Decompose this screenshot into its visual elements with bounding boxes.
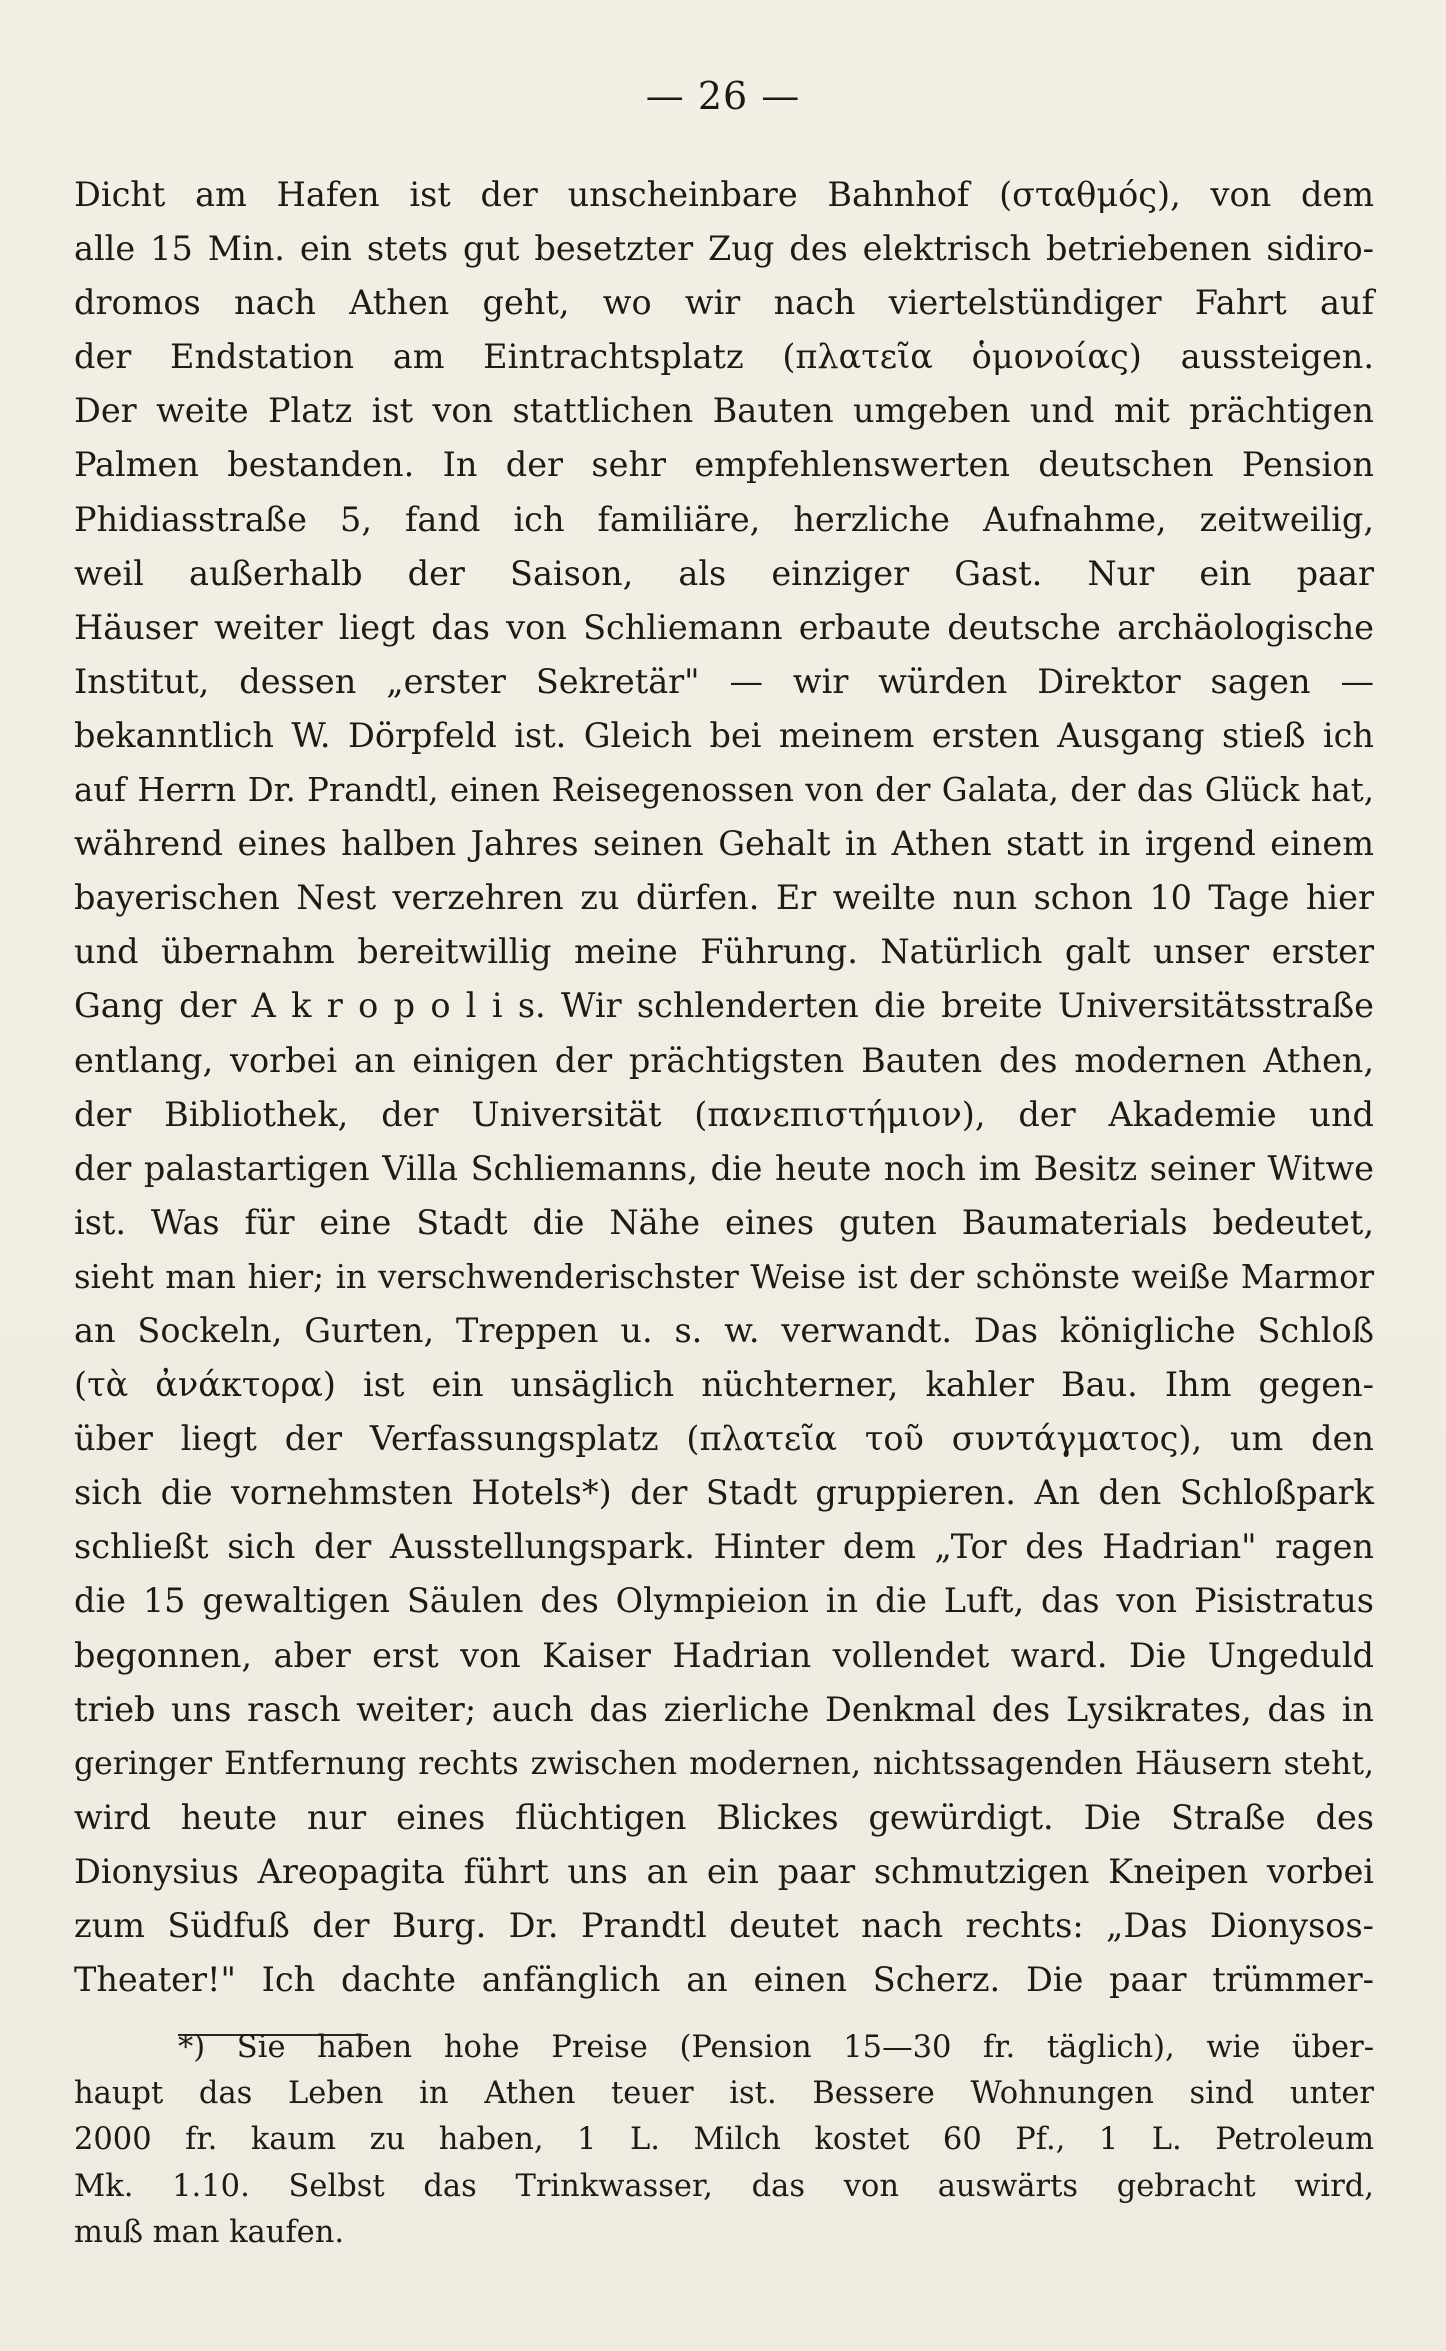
text-line: bayerischen Nest verzehren zu dürfen. Er weilte nun schon 10 Tage hier [74, 878, 1374, 918]
main-text [74, 168, 1374, 2007]
text-line: Dionysius Areopagita führt uns an ein paar schmutzigen Kneipen vorbei [74, 1851, 1374, 1891]
text-line: Institut, dessen „erster Sekretär" — wir würden Direktor sagen — [74, 661, 1374, 701]
text-line: an Sockeln, Gurten, Treppen u. s. w. verwandt. Das königliche Schloß [74, 1310, 1374, 1350]
text-line: Palmen bestanden. In der sehr empfehlenswerten deutschen Pension [74, 445, 1374, 485]
page-number: — 26 — [645, 74, 801, 118]
footnote-line: Mk. 1.10. Selbst das Trinkwasser, das von auswärts gebracht wird, [74, 2168, 1374, 2204]
text-line: zum Südfuß der Burg. Dr. Prandtl deutet nach rechts: „Das Dionysos- [74, 1906, 1374, 1945]
text-line: sich die vornehmsten Hotels*) der Stadt gruppieren. An den Schloßpark [74, 1473, 1374, 1513]
text-line: Gang der A k r o p o l i s. Wir schlenderten die breite Universitätsstraße [74, 986, 1374, 1026]
text-line: bekanntlich W. Dörpfeld ist. Gleich bei meinem ersten Ausgang stieß ich [74, 715, 1374, 755]
footnote [74, 2025, 1374, 2256]
text-line: Phidiasstraße 5, fand ich familiäre, herzliche Aufnahme, zeitweilig, [74, 499, 1374, 539]
text-line: der Endstation am Eintrachtsplatz (πλατεῖα ὁμονοίας) aussteigen. [74, 337, 1374, 377]
footnote-line: haupt das Leben in Athen teuer ist. Bessere Wohnungen sind unter [74, 2076, 1374, 2112]
footnote-line: *) Sie haben hohe Preise (Pension 15—30 fr. täglich), wie über- [178, 2030, 1374, 2065]
text-line: alle 15 Min. ein stets gut besetzter Zug des elektrisch betriebenen sidiro- [74, 229, 1374, 269]
text-line: Theater!" Ich dachte anfänglich an einen Scherz. Die paar trümmer- [74, 1960, 1374, 2000]
text-line: sieht man hier; in verschwenderischster Weise ist der schönste weiße Marmor [74, 1257, 1374, 1296]
text-line: auf Herrn Dr. Prandtl, einen Reisegenossen von der Galata, der das Glück hat, [74, 771, 1374, 810]
text-line: die 15 gewaltigen Säulen des Olympieion in die Luft, das von Pisistratus [74, 1581, 1374, 1621]
text-line: trieb uns rasch weiter; auch das zierliche Denkmal des Lysikrates, das in [74, 1689, 1374, 1729]
text-line: entlang, vorbei an einigen der prächtigsten Bauten des modernen Athen, [74, 1040, 1374, 1080]
text-line: wird heute nur eines flüchtigen Blickes gewürdigt. Die Straße des [74, 1797, 1374, 1837]
text-line: (τὰ ἀνάκτορα) ist ein unsäglich nüchterner, kahler Bau. Ihm gegen- [74, 1365, 1374, 1405]
text-line: Dicht am Hafen ist der unscheinbare Bahnhof (σταθμός), von dem [74, 175, 1374, 214]
footnote-line: muß man kaufen. [74, 2214, 345, 2250]
text-line: über liegt der Verfassungsplatz (πλατεῖα τοῦ συντάγματος), um den [74, 1419, 1374, 1459]
text-line: ist. Was für eine Stadt die Nähe eines guten Baumaterials bedeutet, [74, 1202, 1374, 1242]
text-line: geringer Entfernung rechts zwischen modernen, nichtssagenden Häusern steht, [74, 1745, 1374, 1782]
text-line: begonnen, aber erst von Kaiser Hadrian vollendet ward. Die Ungeduld [74, 1635, 1374, 1675]
text-line: der Bibliothek, der Universität (πανεπιστήμιον), der Akademie und [74, 1094, 1374, 1134]
text-line: der palastartigen Villa Schliemanns, die heute noch im Besitz seiner Witwe [74, 1148, 1374, 1188]
footnote-line: 2000 fr. kaum zu haben, 1 L. Milch kostet 60 Pf., 1 L. Petroleum [74, 2122, 1374, 2158]
text-line: dromos nach Athen geht, wo wir nach viertelstündiger Fahrt auf [74, 283, 1374, 323]
text-line: weil außerhalb der Saison, als einziger Gast. Nur ein paar [74, 553, 1374, 593]
text-line: und übernahm bereitwillig meine Führung. Natürlich galt unser erster [74, 932, 1374, 972]
text-line: während eines halben Jahres seinen Gehalt in Athen statt in irgend einem [74, 824, 1374, 864]
text-line: Der weite Platz ist von stattlichen Bauten umgeben und mit prächtigen [74, 391, 1374, 431]
text-line: Häuser weiter liegt das von Schliemann erbaute deutsche archäologische [74, 607, 1374, 647]
text-line: schließt sich der Ausstellungspark. Hinter dem „Tor des Hadrian" ragen [74, 1527, 1374, 1567]
